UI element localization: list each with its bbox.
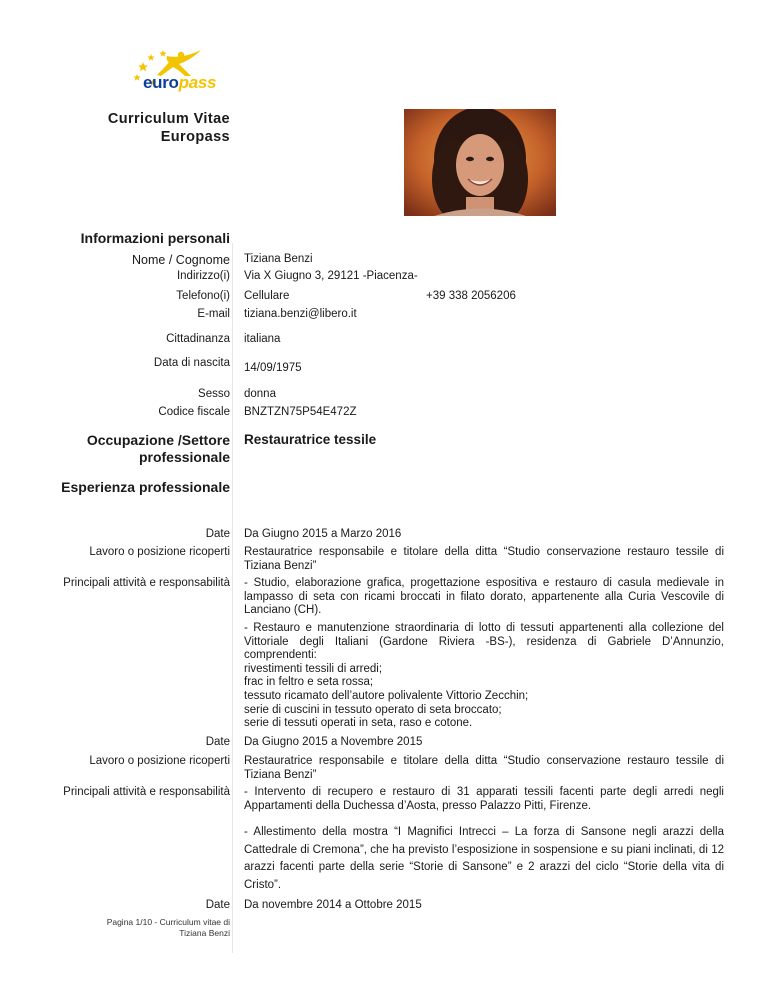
- entry1-activity-2-intro: - Restauro e manutenzione straordinaria di lotto di tessuti appartenenti alla collezione del Vittoriale degli Italiani (Gardone Riviera -BS-), residenza di Gabriele D’Annunzio, comprendenti:: [244, 622, 724, 662]
- occupation-label-line2: professionale: [138, 449, 230, 465]
- address-label: Indirizzo(i): [176, 270, 230, 282]
- citizenship-label: Cittadinanza: [166, 333, 230, 345]
- entry1-role-label: Lavoro o posizione ricoperti: [89, 546, 230, 558]
- logo-pass: pass: [178, 73, 217, 92]
- sex-value: donna: [244, 388, 276, 400]
- tax-code-label: Codice fiscale: [158, 406, 230, 418]
- page-footer: [107, 917, 230, 938]
- entry2-date-label: Date: [205, 736, 230, 748]
- list-item: serie di tessuti operati in seta, raso e cotone.: [244, 717, 473, 730]
- phone-value: +39 338 2056206: [426, 290, 516, 302]
- entry3-date-label: Date: [205, 899, 230, 911]
- entry3-date-value: Da novembre 2014 a Ottobre 2015: [244, 899, 422, 911]
- entry1-activities-label: Principali attività e responsabilità: [63, 577, 230, 589]
- citizenship-value: italiana: [244, 333, 281, 345]
- europass-logo: [133, 46, 233, 96]
- name-label: Nome / Cognome: [132, 253, 230, 267]
- birth-date-value: 14/09/1975: [244, 362, 302, 374]
- list-item: tessuto ricamato dell’autore polivalente Vittorio Zecchin;: [244, 689, 529, 702]
- list-item: frac in feltro e seta rossa;: [244, 676, 374, 689]
- phone-type: Cellulare: [244, 290, 290, 302]
- entry1-date-label: Date: [205, 528, 230, 540]
- personal-info-title: Informazioni personali: [80, 230, 230, 246]
- list-item: rivestimenti tessili di arredi;: [244, 662, 383, 675]
- portrait-photo-icon: [404, 109, 556, 216]
- entry2-role-label: Lavoro o posizione ricoperti: [89, 755, 230, 767]
- cv-title: [108, 110, 230, 146]
- entry1-date-value: Da Giugno 2015 a Marzo 2016: [244, 528, 402, 540]
- occupation-label: [87, 432, 230, 466]
- experience-title: Esperienza professionale: [61, 479, 230, 495]
- entry2-activity-1: - Intervento di recupero e restauro di 31 apparati tessili facenti parte degli arredi negli Appartamenti della Duchessa d’Aosta, presso Palazzo Pitti, Firenze.: [244, 786, 724, 812]
- logo-euro: euro: [143, 73, 179, 92]
- entry2-activities-label: Principali attività e responsabilità: [63, 786, 230, 798]
- europass-wordmark: [143, 73, 216, 93]
- entry2-role-value: Restauratrice responsabile e titolare della ditta “Studio conservazione restauro tessile di Tiziana Benzi”: [244, 755, 724, 781]
- occupation-value: Restauratrice tessile: [244, 432, 377, 447]
- footer-line1: Pagina 1/10 - Curriculum vitae di: [106, 917, 230, 927]
- profile-photo: [404, 109, 556, 216]
- column-divider: [232, 243, 233, 953]
- tax-code-value: BNZTZN75P54E472Z: [244, 406, 357, 418]
- email-value[interactable]: tiziana.benzi@libero.it: [244, 308, 357, 320]
- entry2-date-value: Da Giugno 2015 a Novembre 2015: [244, 736, 423, 748]
- address-value: Via X Giugno 3, 29121 -Piacenza-: [244, 270, 418, 282]
- email-label: E-mail: [197, 308, 230, 320]
- occupation-label-line1: Occupazione /Settore: [86, 432, 230, 448]
- name-value: Tiziana Benzi: [244, 253, 313, 265]
- cv-title-line1: Curriculum Vitae: [107, 111, 230, 127]
- sex-label: Sesso: [198, 388, 230, 400]
- cv-title-line2: Europass: [160, 129, 230, 145]
- phone-label: Telefono(i): [176, 290, 230, 302]
- birth-date-label: Data di nascita: [153, 357, 230, 369]
- footer-line2: Tiziana Benzi: [179, 927, 230, 938]
- entry1-activity-2: [244, 622, 724, 731]
- entry1-activity-1: - Studio, elaborazione grafica, progettazione espositiva e restauro di casula medievale in lampasso di seta con ricami broccati in filato dorato, appartenente alla Curia Vescovile di Lanciano (CH).: [244, 577, 724, 617]
- entry1-role-value: Restauratrice responsabile e titolare della ditta “Studio conservazione restauro tessile di Tiziana Benzi”: [244, 546, 724, 572]
- list-item: serie di cuscini in tessuto operato di seta broccato;: [244, 703, 502, 716]
- entry2-activity-2: - Allestimento della mostra “I Magnifici Intrecci – La forza di Sansone negli arazzi della Cattedrale di Cremona”, che ha previsto l’esposizione in sospensione e su piani inclinati, di 12 arazzi facenti parte della serie “Storie di Sansone” e 2 arazzi del ciclo “Storie della vita di Cristo”.: [244, 826, 724, 891]
